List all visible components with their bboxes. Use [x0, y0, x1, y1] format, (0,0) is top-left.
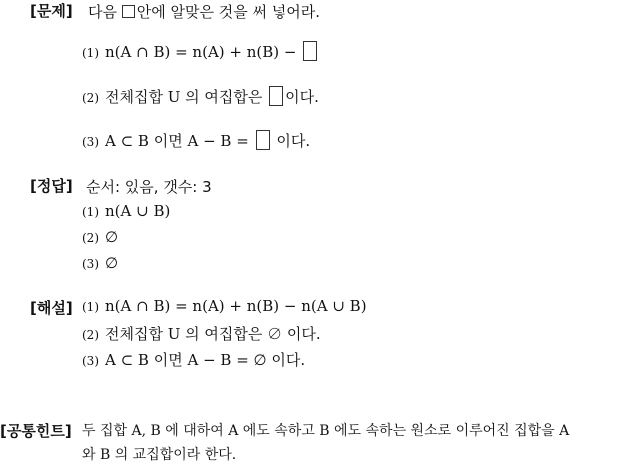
answer-summary: 순서: 있음, 갯수: 3: [86, 178, 212, 196]
problem-tag: [문제]: [30, 2, 73, 20]
answer-item-1: [82, 202, 170, 220]
hint-tag: [공통힌트]: [0, 422, 72, 440]
item-text: ∅: [105, 228, 119, 246]
explanation-tag: [해설]: [30, 299, 73, 317]
answer-item-3: [82, 254, 118, 272]
item-suffix: 이다.: [276, 132, 311, 150]
item-number: (3): [82, 135, 99, 149]
item-number: (2): [82, 231, 99, 245]
problem-instruction: [88, 1, 320, 22]
item-text: ∅: [105, 254, 119, 272]
hint-line-2: 와 B 의 교집합이라 한다.: [82, 447, 237, 463]
item-text: A ⊂ B 이면 A − B = ∅ 이다.: [105, 351, 306, 369]
item-number: (3): [82, 257, 99, 271]
explanation-item-1: [82, 297, 367, 315]
item-number: (2): [82, 328, 99, 342]
item-number: (1): [82, 46, 99, 60]
answer-tag: [정답]: [30, 177, 73, 195]
answer-blank-box: [303, 41, 317, 61]
item-text: n(A ∩ B) = n(A) + n(B) −: [105, 43, 297, 61]
item-text: n(A ∪ B): [105, 202, 171, 220]
hint-line-1: 두 집합 A, B 에 대하여 A 에도 속하고 B 에도 속하는 원소로 이루어진 집합을 A: [82, 423, 570, 439]
item-text: n(A ∩ B) = n(A) + n(B) − n(A ∪ B): [105, 297, 367, 315]
item-text: 전체집합 U 의 여집합은: [105, 88, 263, 106]
item-number: (3): [82, 354, 99, 368]
answer-blank-box: [256, 130, 270, 150]
item-suffix: 이다.: [285, 88, 319, 106]
problem-item-2: [82, 86, 319, 107]
problem-item-1: [82, 41, 319, 61]
instruction-text-b: 안에 알맞은 것을 써 넣어라.: [136, 3, 320, 21]
item-number: (1): [82, 300, 99, 314]
blank-box-icon: [122, 5, 135, 18]
explanation-item-2: [82, 323, 321, 344]
answer-blank-box: [269, 86, 283, 106]
item-number: (1): [82, 205, 99, 219]
answer-item-2: [82, 228, 118, 246]
item-number: (2): [82, 91, 99, 105]
problem-item-3: [82, 130, 310, 151]
instruction-text-a: 다음: [88, 3, 117, 21]
item-text: A ⊂ B 이면 A − B =: [105, 132, 249, 150]
item-text: 전체집합 U 의 여집합은 ∅ 이다.: [105, 325, 321, 343]
explanation-item-3: [82, 349, 305, 370]
